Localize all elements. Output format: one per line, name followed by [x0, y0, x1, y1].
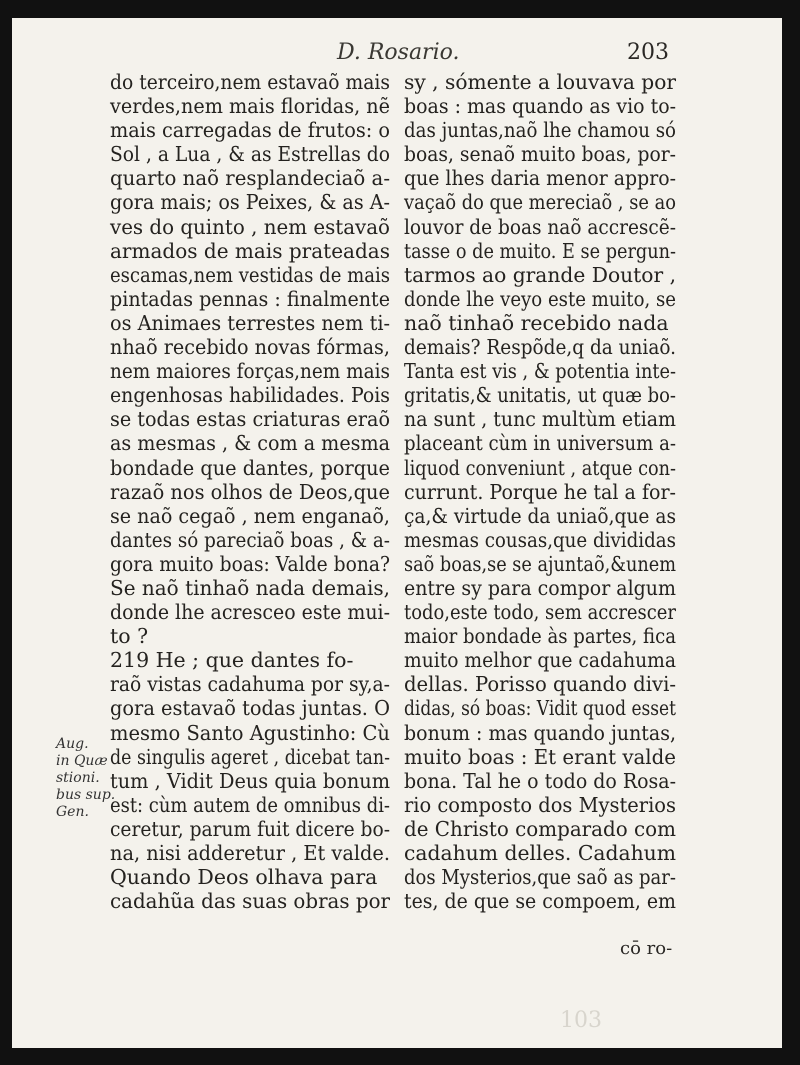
- text-line: muito melhor que cadahuma: [404, 648, 676, 673]
- text-line: Aug.: [56, 736, 89, 752]
- text-line: muito boas : Et erant valde: [404, 744, 676, 769]
- text-line: Gen.: [56, 804, 89, 820]
- text-line: das juntas,naõ lhe chamou só: [404, 118, 676, 143]
- left-text-column: [110, 70, 390, 913]
- text-line: to ?: [110, 624, 149, 649]
- text-line: nhaõ recebido novas fórmas,: [110, 335, 390, 360]
- text-line: dantes só pareciaõ boas , & a-: [110, 527, 390, 552]
- text-line: Sol , a Lua , & as Estrellas do: [110, 142, 390, 167]
- text-line: pintadas pennas : finalmente: [110, 286, 390, 311]
- text-line: donde lhe acresceo este mui-: [110, 600, 390, 625]
- text-line: Se naõ tinhaõ nada demais,: [110, 575, 390, 600]
- text-line: cadahum delles. Cadahum: [404, 841, 676, 865]
- text-line: que lhes daria menor appro-: [404, 166, 676, 191]
- text-line: saõ boas,se se ajuntaõ,&unem: [404, 551, 676, 576]
- text-line: todo,este todo, sem accrescer: [404, 600, 676, 625]
- text-line: currunt. Porque he tal a for-: [404, 479, 676, 504]
- text-line: bonum : mas quando juntas,: [404, 720, 676, 745]
- text-line: gora muito boas: Valde bona?: [110, 551, 390, 576]
- text-line: engenhosas habilidades. Pois: [110, 383, 390, 408]
- page-number: 203: [627, 40, 669, 65]
- text-line: placeant cùm in universum a-: [404, 431, 676, 456]
- text-line: se naõ cegaõ , nem enganaõ,: [110, 503, 390, 528]
- text-line: dellas. Porisso quando divi-: [404, 672, 676, 697]
- text-line: gritatis,& unitatis, ut quæ bo-: [404, 383, 676, 408]
- text-line: entre sy para compor algum: [404, 575, 676, 600]
- text-line: mesmo Santo Agustinho: Cù: [110, 720, 390, 745]
- text-line: Tanta est vis , & potentia inte-: [404, 359, 676, 384]
- text-line: mais carregadas de frutos: o: [110, 118, 390, 143]
- text-line: naõ tinhaõ recebido nada: [404, 310, 669, 335]
- text-line: rio composto dos Mysterios: [404, 792, 676, 817]
- text-line: de singulis ageret , dicebat tan-: [110, 744, 390, 769]
- catchword: cō ro-: [620, 938, 673, 959]
- text-line: raõ vistas cadahuma por sy,a-: [110, 672, 390, 697]
- text-line: mesmas cousas,que divididas: [404, 527, 676, 552]
- text-line: bondade que dantes, porque: [110, 455, 390, 480]
- text-line: tum , Vidit Deus quia bonum: [110, 768, 390, 793]
- text-line: boas : mas quando as vio to-: [404, 94, 676, 119]
- text-line: Quando Deos olhava para: [110, 865, 378, 890]
- text-line: gora mais; os Peixes, & as A-: [110, 190, 390, 215]
- text-line: bona. Tal he o todo do Rosa-: [404, 768, 676, 793]
- margin-note: [56, 736, 120, 821]
- text-line: os Animaes terrestes nem ti-: [110, 310, 390, 335]
- text-line: do terceiro,nem estavaõ mais: [110, 70, 390, 94]
- text-line: in Quæ: [56, 753, 108, 769]
- text-line: gora estavaõ todas juntas. O: [110, 696, 390, 721]
- text-line: nem maiores forças,nem mais: [110, 359, 390, 384]
- text-line: maior bondade às partes, fica: [404, 624, 676, 649]
- text-line: louvor de boas naõ accrescẽ-: [404, 214, 676, 239]
- text-line: liquod conveniunt , atque con-: [404, 455, 676, 480]
- text-line: ves do quinto , nem estavaõ: [110, 214, 390, 239]
- text-line: na sunt , tunc multùm etiam: [404, 407, 676, 432]
- text-line: se todas estas criaturas eraõ: [110, 407, 390, 432]
- text-line: na, nisi adderetur , Et valde.: [110, 841, 390, 865]
- text-line: 219 He ; que dantes fo-: [110, 648, 354, 673]
- running-title: D. Rosario.: [337, 40, 460, 65]
- text-line: est: cùm autem de omnibus di-: [110, 792, 390, 817]
- text-line: donde lhe veyo este muito, se: [404, 286, 676, 311]
- text-line: tes, de que se compoem, em: [404, 889, 676, 914]
- text-line: cadahũa das suas obras por: [110, 889, 390, 914]
- text-line: as mesmas , & com a mesma: [110, 431, 390, 456]
- text-line: de Christo comparado com: [404, 816, 676, 841]
- text-line: didas, só boas: Vidit quod esset: [404, 696, 676, 721]
- text-line: ça,& virtude da uniaõ,que as: [404, 503, 676, 528]
- text-line: verdes,nem mais floridas, nẽ: [110, 94, 390, 119]
- text-line: demais? Respõde,q da uniaõ.: [404, 335, 676, 360]
- text-line: vaçaõ do que mereciaõ , se ao: [404, 190, 676, 215]
- show-through-text: 103: [560, 1008, 602, 1033]
- text-line: armados de mais prateadas: [110, 238, 390, 263]
- right-text-column: [404, 70, 676, 913]
- text-line: bus sup.: [56, 787, 116, 803]
- text-line: quarto naõ resplandeciaõ a-: [110, 166, 390, 191]
- text-line: tarmos ao grande Doutor ,: [404, 262, 676, 287]
- book-page: [12, 18, 782, 1048]
- text-line: ceretur, parum fuit dicere bo-: [110, 816, 390, 841]
- text-line: dos Mysterios,que saõ as par-: [404, 865, 676, 890]
- text-line: sy , sómente a louvava por: [404, 70, 676, 94]
- text-line: boas, senaõ muito boas, por-: [404, 142, 676, 167]
- text-line: razaõ nos olhos de Deos,que: [110, 479, 390, 504]
- text-line: stioni.: [56, 770, 100, 786]
- text-line: escamas,nem vestidas de mais: [110, 262, 390, 287]
- text-line: tasse o de muito. E se pergun-: [404, 238, 676, 263]
